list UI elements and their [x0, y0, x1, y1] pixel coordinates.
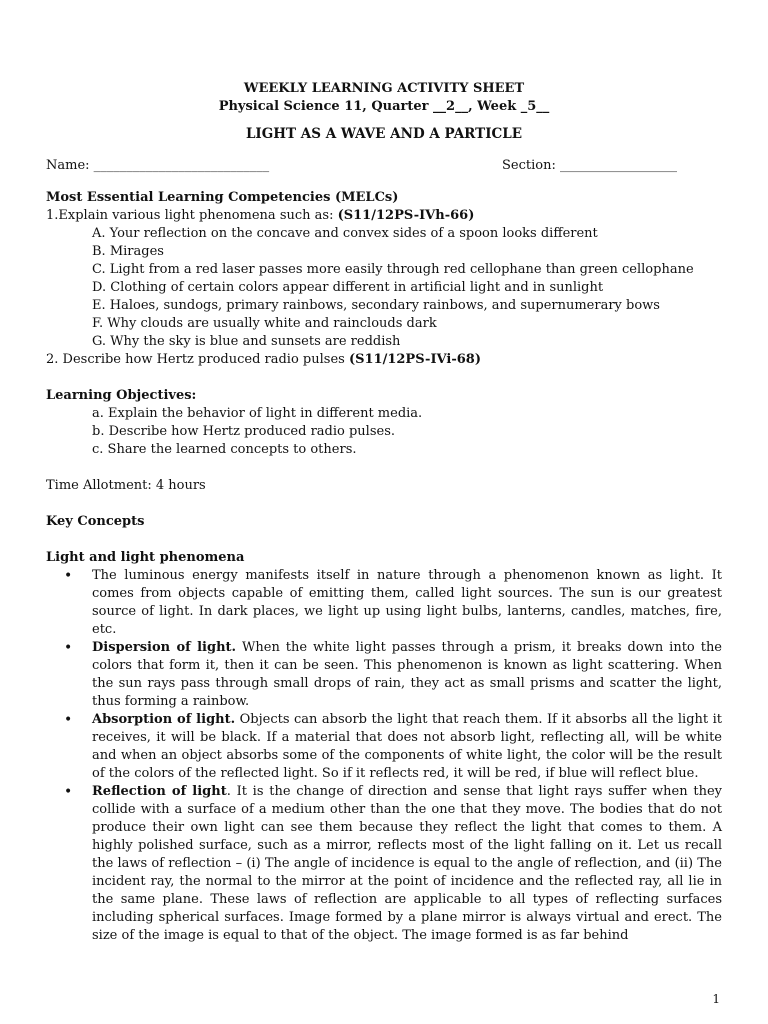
bullet-term: Reflection of light: [92, 784, 227, 799]
phenomena-heading: Light and light phenomena: [46, 550, 245, 565]
bullet-term: Absorption of light.: [92, 712, 236, 727]
spacer: [46, 459, 722, 477]
phenomena-list: [46, 567, 722, 945]
melc-subitem: C. Light from a red laser passes more easily through red cellophane than green cellophane: [92, 262, 694, 277]
document-header: [0, 80, 768, 116]
sheet-title: WEEKLY LEARNING ACTIVITY SHEET: [243, 81, 525, 96]
key-concepts-heading: Key Concepts: [46, 514, 145, 529]
melc-subitem: E. Haloes, sundogs, primary rainbows, secondary rainbows, and supernumerary bows: [92, 298, 660, 313]
objectives-heading: Learning Objectives:: [46, 388, 197, 403]
melc-subitem: B. Mirages: [92, 244, 164, 259]
list-item: [46, 711, 722, 783]
spacer: [46, 369, 722, 387]
list-item: [46, 639, 722, 711]
bullet-text: The luminous energy manifests itself in nature through a phenomenon known as light. It comes from objects capable of emitting them, called light sources. The sun is our greatest source of light. In dark places, we light up using light bulbs, lanterns, candles, matches, fire, etc.: [92, 568, 722, 637]
objective-item: a. Explain the behavior of light in different media.: [92, 406, 423, 421]
bullet-text: . It is the change of direction and sense that light rays suffer when they collide with a surface of a medium other than the one that they move. The bodies that do not produce their own light can see them because they reflect the light that comes to them. A highly polished surface, such as a mirror, reflects most of the light falling on it. Let us recall the laws of reflection – (i) The angle of incidence is equal to the angle of reflection, and (ii) The incident ray, the normal to the mirror at the point of incidence and the reflected ray, all lie in the same plane. These laws of reflection are applicable to all types of reflecting surfaces including spherical surfaces. Image formed by a plane mirror is always virtual and erect. The size of the image is equal to that of the object. The image formed is as far behind: [92, 784, 722, 943]
bullet-term: Dispersion of light.: [92, 640, 237, 655]
page-number: 1: [712, 992, 720, 1006]
bullet-text: Objects can absorb the light that reach them. If it absorbs all the light it receives, it will be black. If a material that does not absorb light, reflecting all, will be white and when an object absorbs some of the components of white light, the color will be the result of the colors of the reflected light. So if it reflects red, it will be red, if blue will reflect blue.: [92, 712, 723, 781]
melc-item-2-code: (S11/12PS-IVi-68): [348, 352, 481, 367]
melc-item-2-text: 2. Describe how Hertz produced radio pulses: [46, 352, 349, 367]
melcs-heading: Most Essential Learning Competencies (MELCs): [46, 190, 399, 205]
melc-subitem: D. Clothing of certain colors appear different in artificial light and in sunlight: [92, 280, 604, 295]
melc-subitem: G. Why the sky is blue and sunsets are reddish: [92, 334, 401, 349]
objective-item: c. Share the learned concepts to others.: [92, 442, 357, 457]
objective-item: b. Describe how Hertz produced radio pulses.: [92, 424, 395, 439]
lesson-title: LIGHT AS A WAVE AND A PARTICLE: [245, 126, 523, 142]
document-body: [46, 189, 722, 945]
melc-item-1-code: (S11/12PS-IVh-66): [337, 208, 475, 223]
list-item: [46, 783, 722, 945]
course-info: Physical Science 11, Quarter __2__, Week _5__: [218, 99, 550, 114]
spacer: [46, 495, 722, 513]
melc-item-2: [46, 351, 722, 369]
time-allotment: Time Allotment: 4 hours: [46, 478, 206, 493]
melc-subitem: A. Your reflection on the concave and convex sides of a spoon looks different: [92, 226, 598, 241]
bullet-text: When the white light passes through a prism, it breaks down into the colors that form it, then it can be seen. This phenomenon is known as light scattering. When the sun rays pass through small drops of rain, they act as small prisms and scatter the light, thus forming a rainbow.: [92, 640, 723, 709]
spacer: [46, 531, 722, 549]
list-item: [46, 567, 722, 639]
name-field[interactable]: Name: ___________________________: [46, 158, 270, 173]
section-field[interactable]: Section: __________________: [502, 158, 677, 173]
melc-item-1: [46, 207, 722, 225]
melc-item-1-text: 1.Explain various light phenomena such as:: [46, 208, 338, 223]
melc-subitem: F. Why clouds are usually white and rainclouds dark: [92, 316, 437, 331]
